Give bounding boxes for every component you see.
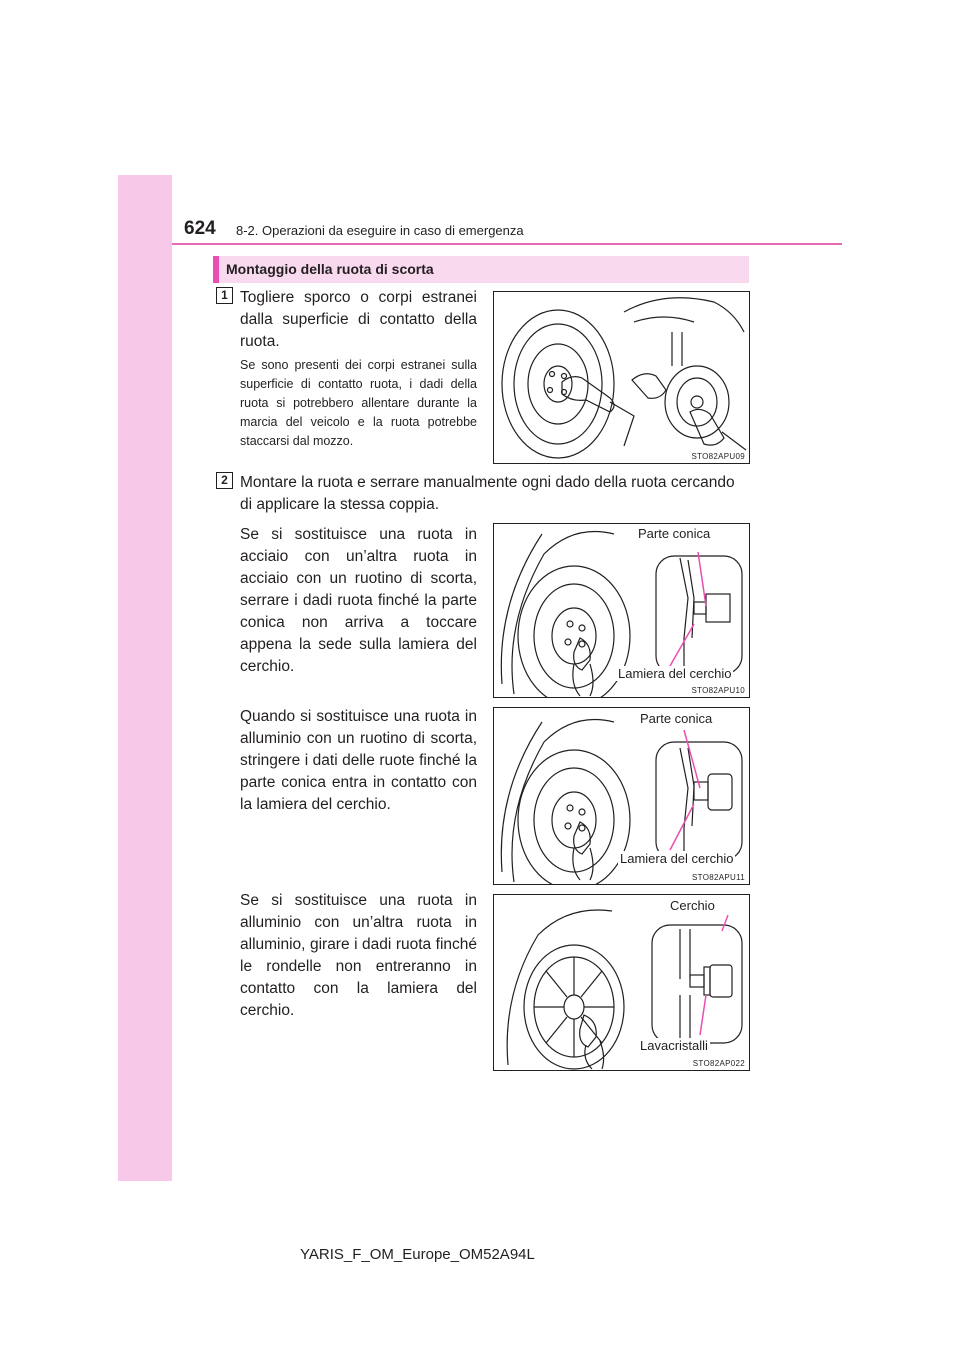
case-alloy-alloy-text: Se si sostituisce una ruota in alluminio con un’altra ruota in alluminio, girare i dadi ruota finché le rondelle non entreranno in contatto con la lamiera del cerchio. — [240, 892, 477, 1019]
label-rim-sheet: Lamiera del cerchio — [620, 851, 734, 866]
figure-code: STO82AP022 — [692, 1059, 745, 1068]
case-alloy-spare-text: Quando si sostituisce una ruota in alluminio con un ruotino di scorta, stringere i dati delle ruote finché la parte conica entra in contatto con la lamiera del cerchio. — [240, 708, 477, 813]
case-steel-wheel-text: Se si sostituisce una ruota in acciaio con un’altra ruota in acciaio con un ruotino di scorta, serrare i dadi ruota finché la parte conica non arriva a toccare appena la sede sulla lamiera del cerchio. — [240, 526, 477, 675]
section-heading-marker — [213, 256, 219, 283]
figure-code: STO82APU10 — [691, 686, 745, 695]
label-conical-part: Parte conica — [638, 526, 711, 541]
page-number: 624 — [184, 218, 216, 239]
alloy-washer-nut-illustration — [494, 895, 749, 1070]
step-1-note: Se sono presenti dei corpi estranei sulla superficie di contatto ruota, i dadi della ruota si potrebbero allentare durante la marcia del veicolo e la ruota potrebbe staccarsi dal mozzo. — [240, 358, 477, 448]
label-conical-part: Parte conica — [640, 711, 713, 726]
figure-steel-wheel-nut — [493, 523, 750, 698]
step-2-number: 2 — [216, 472, 233, 489]
label-rim-sheet: Lamiera del cerchio — [618, 666, 732, 681]
wheel-cleaning-illustration — [494, 292, 749, 463]
figure-alloy-washer-nut — [493, 894, 750, 1071]
label-washer: Lavacristalli — [640, 1038, 708, 1053]
chapter-title: 8-2. Operazioni da eseguire in caso di emergenza — [236, 223, 524, 238]
step-1-text: Togliere sporco o corpi estranei dalla superficie di contatto della ruota. — [240, 289, 477, 350]
step-1-number: 1 — [216, 287, 233, 304]
figure-code: STO82APU09 — [691, 452, 745, 461]
header-divider — [172, 243, 842, 245]
section-title: Montaggio della ruota di scorta — [226, 261, 434, 277]
figure-clean-wheel-surface — [493, 291, 750, 464]
chapter-sidebar-band — [118, 175, 172, 1181]
section-heading — [213, 256, 749, 283]
label-rim: Cerchio — [670, 898, 715, 913]
step-2-text: Montare la ruota e serrare manualmente ogni dado della ruota cercando di applicare la stessa coppia. — [240, 474, 735, 513]
figure-alloy-spare-nut — [493, 707, 750, 885]
document-footer: YARIS_F_OM_Europe_OM52A94L — [300, 1246, 535, 1263]
figure-code: STO82APU11 — [692, 873, 745, 882]
